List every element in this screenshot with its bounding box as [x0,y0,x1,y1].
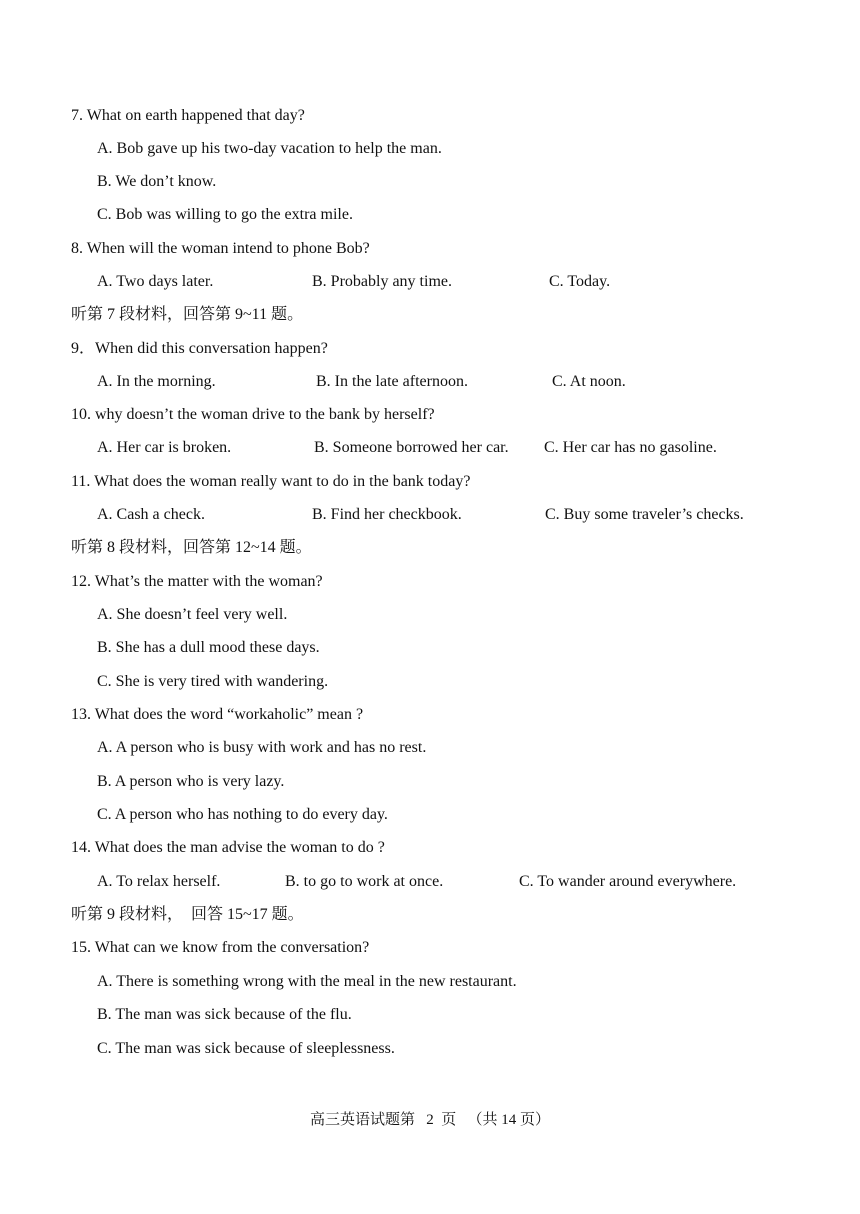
q8-option-a: A. Two days later. [97,273,214,290]
q7-option-b: B. We don’t know. [97,173,217,190]
q14-option-b: B. to go to work at once. [285,873,444,890]
page-footer: 高三英语试题第 2 页 （共 14 页） [309,1112,550,1128]
q9-option-b: B. In the late afternoon. [316,373,468,390]
q8-option-c: C. Today. [549,273,611,290]
q15-option-b: B. The man was sick because of the flu. [97,1006,352,1023]
question-14: 14. What does the man advise the woman to do ? [71,839,385,856]
question-11: 11. What does the woman really want to do in the bank today? [71,473,471,490]
section-instruction-7: 听第 7 段材料，回答第 9~11 题。 [71,306,304,323]
q14-option-c: C. To wander around everywhere. [519,873,737,890]
question-15: 15. What can we know from the conversation? [71,939,370,956]
q9-option-c: C. At noon. [552,373,626,390]
q13-option-a: A. A person who is busy with work and has no rest. [97,739,427,756]
q12-option-b: B. She has a dull mood these days. [97,639,320,656]
q10-option-c: C. Her car has no gasoline. [544,439,717,456]
q13-option-b: B. A person who is very lazy. [97,773,285,790]
section-instruction-8: 听第 8 段材料，回答第 12~14 题。 [71,539,312,556]
section-instruction-9: 听第 9 段材料， 回答 15~17 题。 [71,906,304,923]
q13-option-c: C. A person who has nothing to do every day. [97,806,388,823]
question-7: 7. What on earth happened that day? [71,107,305,124]
q11-option-c: C. Buy some traveler’s checks. [545,506,744,523]
q8-option-b: B. Probably any time. [312,273,452,290]
q10-option-b: B. Someone borrowed her car. [314,439,509,456]
q7-option-c: C. Bob was willing to go the extra mile. [97,206,353,223]
question-10: 10. why doesn’t the woman drive to the bank by herself? [71,406,435,423]
q12-option-c: C. She is very tired with wandering. [97,673,329,690]
q11-option-b: B. Find her checkbook. [312,506,462,523]
q12-option-a: A. She doesn’t feel very well. [97,606,288,623]
question-13: 13. What does the word “workaholic” mean ? [71,706,364,723]
q15-option-a: A. There is something wrong with the meal in the new restaurant. [97,973,517,990]
q14-option-a: A. To relax herself. [97,873,221,890]
q9-option-a: A. In the morning. [97,373,216,390]
question-12: 12. What’s the matter with the woman? [71,573,323,590]
question-8: 8. When will the woman intend to phone Bob? [71,240,370,257]
question-9: 9．When did this conversation happen? [71,340,328,357]
q7-option-a: A. Bob gave up his two-day vacation to help the man. [97,140,442,157]
q11-option-a: A. Cash a check. [97,506,205,523]
q15-option-c: C. The man was sick because of sleeplessness. [97,1040,395,1057]
q10-option-a: A. Her car is broken. [97,439,232,456]
